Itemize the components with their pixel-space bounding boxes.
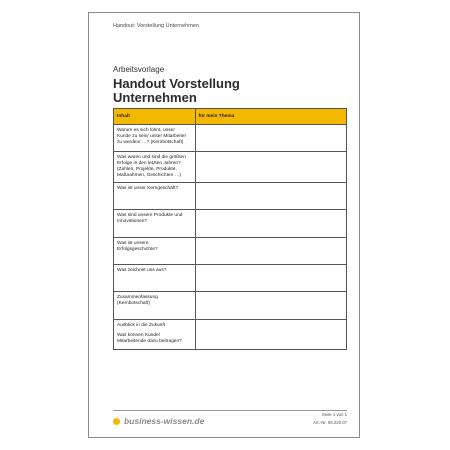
- question-text: Maßnahmen, Geschichten …): [117, 173, 181, 178]
- title-line-1: Handout Vorstellung: [113, 76, 240, 91]
- question-text: zu werden/ …? (Kernbotschaft): [117, 140, 184, 145]
- running-header: Handout: Vorstellung Unternehmen: [113, 23, 199, 29]
- question-text: Kunde zu sein/ unser Mitarbeiter: [117, 134, 187, 139]
- question-text: Erfolgsgeschichte?: [117, 247, 158, 252]
- footer-divider: [113, 410, 347, 411]
- table-row: [114, 320, 347, 350]
- document-kind: Arbeitsvorlage: [113, 65, 165, 74]
- question-text: Innovationen?: [117, 219, 148, 224]
- title-line-2: Unternehmen: [113, 90, 197, 105]
- table-row: [114, 265, 347, 292]
- document-page: [88, 12, 360, 438]
- question-text: Warum es sich lohnt, unser: [117, 128, 175, 133]
- answer-cell[interactable]: [195, 125, 346, 152]
- question-cell: [114, 320, 196, 350]
- article-number: Art.-Nr. 99.220.07: [313, 420, 347, 425]
- question-text: Ausblick in die Zukunft: [117, 323, 165, 328]
- question-text: Was können Kunde/: [117, 333, 161, 338]
- question-cell: [114, 183, 196, 210]
- question-text: Was waren und sind die größten: [117, 155, 186, 160]
- answer-cell[interactable]: [195, 320, 346, 350]
- page-number: Seite 1 von 1: [321, 412, 347, 417]
- question-text: Was sind unsere Produkte und: [117, 213, 183, 218]
- table-header-row: [114, 109, 347, 125]
- table-row: [114, 125, 347, 152]
- table-row: [114, 292, 347, 320]
- answer-cell[interactable]: [195, 183, 346, 210]
- question-text: (Kernbotschaft): [117, 301, 150, 306]
- question-text: Mitarbeitende dazu beitragen?: [117, 339, 182, 344]
- brand-name: business-wissen.de: [124, 416, 205, 426]
- question-text: Was ist unser Kerngeschäft?: [117, 186, 179, 191]
- answer-cell[interactable]: [195, 292, 346, 320]
- answer-cell[interactable]: [195, 265, 346, 292]
- answer-cell[interactable]: [195, 152, 346, 183]
- question-text: Erfolge in den letzten Jahren?: [117, 161, 181, 166]
- table-row: [114, 183, 347, 210]
- question-cell: [114, 152, 196, 183]
- answer-cell[interactable]: [195, 238, 346, 265]
- table-row: [114, 238, 347, 265]
- worksheet-table: [113, 108, 347, 350]
- question-cell: [114, 125, 196, 152]
- question-text: (Zahlen, Projekte, Produkte,: [117, 167, 177, 172]
- question-cell: [114, 210, 196, 238]
- document-title: [113, 77, 343, 105]
- table-row: [114, 152, 347, 183]
- column-header-content: Inhalt: [114, 109, 196, 125]
- question-cell: [114, 265, 196, 292]
- question-cell: [114, 292, 196, 320]
- brand-dot-icon: [113, 418, 120, 425]
- question-text: Was ist unsere: [117, 241, 149, 246]
- question-text: Was zeichnet uns aus?: [117, 268, 167, 273]
- brand-logo: [113, 416, 204, 426]
- question-cell: [114, 238, 196, 265]
- question-text: Zusammenfassung: [117, 295, 158, 300]
- page-info: [313, 411, 347, 427]
- answer-cell[interactable]: [195, 210, 346, 238]
- column-header-my-topic: für mein Thema: [195, 109, 346, 125]
- table-row: [114, 210, 347, 238]
